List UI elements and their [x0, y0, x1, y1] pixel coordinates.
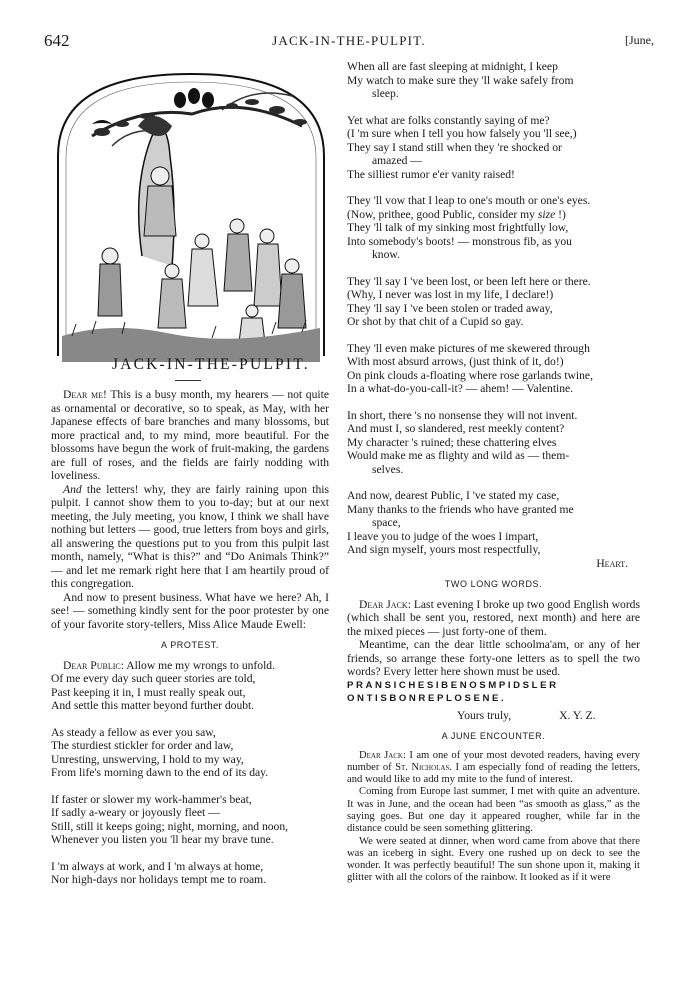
letters-lead: And — [63, 482, 82, 496]
two-words-lead: Dear Jack: — [359, 597, 411, 611]
poem-line: Of me every day such queer stories are told, — [51, 672, 256, 685]
stanza-break — [347, 476, 640, 489]
poem-line: The sturdiest stickler for order and law, — [51, 739, 234, 752]
poem-line: Or shot by that chit of a Cupid so gay. — [347, 315, 524, 328]
poem-line: (Why, I never was lost in my life, I declare!) — [347, 288, 554, 301]
letter-closing — [347, 709, 640, 723]
poem-line: sleep. — [372, 87, 399, 100]
two-words-question: Meantime, can the dear little schoolma'am, or any of her friends, so arrange these forty-one letters as to spell the two words? Every letter here shown must be used. — [347, 638, 640, 678]
poem-line: If faster or slower my work-hammer's beat, — [51, 792, 252, 806]
stanza-break — [347, 181, 640, 194]
stanza-break — [347, 101, 640, 114]
letters-text: the letters! why, they are fairly raining upon this pulpit. I cannot show them to you to-day; but at our next meeting, the July meeting, you know, I think we shall have nothing but letters — good, true letters from boys and girls, all answering the questions put to you from this pulpit last month, namely, “What is this?” and “Do Animals Think?” — and let me remark right here that I am heartily proud of this congregation. — [51, 482, 329, 590]
two-long-words-heading: TWO LONG WORDS. — [444, 579, 543, 589]
poem-line: And now, dearest Public, I 've stated my case, — [347, 489, 560, 502]
poem-line: With most absurd arrows, (just think of it, do!) — [347, 355, 564, 368]
engraving-image — [52, 66, 330, 384]
poem-line: As steady a fellow as ever you saw, — [51, 725, 216, 739]
poem-line: I leave you to judge of the woes I impart, — [347, 529, 539, 543]
poem-line: And sign myself, yours most respectfully, — [347, 543, 541, 556]
poem-line: From life's morning dawn to the end of its day. — [51, 766, 269, 779]
stanza-break — [347, 262, 640, 275]
intro-lead: Dear me! — [63, 388, 107, 401]
june-paragraph-3: We were seated at dinner, when word came from above that there was an iceberg in sight. Every one rushed up on deck to see the wonder. It was perfectly beautiful! The sun shone upon it, making it glitter with all the colors of the rainbow. It looked as if it were — [347, 835, 640, 884]
poem-line: And settle this matter beyond further doubt. — [51, 699, 255, 712]
stanza-break — [51, 847, 329, 860]
stanza-break — [347, 396, 640, 409]
poem-line — [347, 208, 640, 222]
poem-line: My character 's ruined; these chattering elves — [347, 435, 557, 449]
poem-emphasis: size — [537, 207, 556, 221]
poem-line: selves. — [372, 462, 404, 476]
poem-line: amazed — — [372, 154, 422, 167]
puzzle-letters-line-1: PRANSICHESIBENOSMPIDSLER — [347, 679, 559, 691]
illustration-caption: JACK-IN-THE-PULPIT. — [112, 356, 310, 373]
poem-line: They say I stand still when they 're shocked or — [347, 140, 562, 154]
june-lead: Dear Jack: — [359, 749, 406, 761]
poem-line: Into somebody's boots! — monstrous fib, as you — [347, 234, 572, 248]
magazine-name: St. Nicholas. — [395, 761, 453, 773]
protest-poem-continued — [347, 60, 640, 570]
poem-line: Whenever you listen you 'll hear my brave tune. — [51, 833, 274, 846]
intro-paragraph — [51, 388, 329, 483]
poem-line: In a what-do-you-call-it? — ahem! — Valentine. — [347, 382, 574, 395]
yours-truly: Yours truly, — [457, 708, 512, 722]
two-words-paragraph — [347, 598, 640, 639]
poem-line: Still, still it keeps going; night, morning, and noon, — [51, 819, 289, 833]
letter-signature: X. Y. Z. — [559, 708, 596, 722]
poem-salutation: Dear Public: — [63, 658, 124, 672]
poem-line-text: Allow me my wrongs to unfold. — [123, 658, 275, 672]
june-paragraph-2: Coming from Europe last summer, I met with quite an adventure. It was in June, and the ocean had been “as smooth as glass,” as the saying goes. But one day it appeared rougher, while far in the distance could be seen something glittering. — [347, 786, 640, 835]
month-label: [June, — [625, 33, 654, 47]
poem-signature: Heart. — [596, 556, 628, 570]
left-column — [51, 388, 329, 887]
poem-line: If sadly a-weary or joyously fleet — — [51, 806, 220, 819]
two-words-text: Last evening I broke up two good English words (which shall be sent you, restored, next month) and here are the mixed pieces — just forty-one of them. — [347, 597, 640, 638]
poem-line: My watch to make sure they 'll wake safely from — [347, 73, 574, 87]
june-paragraph-1 — [347, 750, 640, 787]
poem-line: space, — [372, 516, 401, 529]
stanza-break — [51, 713, 329, 726]
poem-line: I 'm always at work, and I 'm always at home, — [51, 859, 264, 873]
poem-line: In short, there 's no nonsense they will not invent. — [347, 408, 578, 422]
protest-poem — [51, 659, 329, 887]
poem-line: Past keeping it in, I must really speak out, — [51, 685, 246, 699]
june-text: I am one of your most devoted readers, having every number of — [347, 749, 640, 773]
poem-line: know. — [372, 248, 400, 261]
right-column — [347, 60, 640, 885]
intro-text: This is a busy month, my hearers — not quite as ornamental or decorative, so to speak, as May, with her Japanese effects of bare branches and many blossoms, but more practical and, to my mind, more beautiful. For the blossoms have begun the work of fruit-making, the gardens are full of roses, and the fields are fairly nodding with loveliness. — [51, 388, 329, 482]
june-encounter-letter — [347, 750, 640, 885]
poem-line: The silliest rumor e'er vanity raised! — [347, 167, 515, 181]
poem-line: Yet what are folks constantly saying of me? — [347, 113, 550, 127]
poem-line-text: !) — [555, 207, 566, 221]
business-paragraph: And now to present business. What have we here? Ah, I see! — something kindly sent for the poor protester by one of your favorite story-tellers, Miss Alice Maude Ewell: — [51, 590, 329, 631]
poem-line: They 'll even make pictures of me skewered through — [347, 341, 590, 355]
poem-line: They 'll say I 've been lost, or been left here or there. — [347, 274, 591, 288]
poem-line-text: (Now, prithee, good Public, consider my — [347, 207, 538, 221]
poem-line — [51, 659, 329, 673]
puzzle-letters-line-2: ONTISBONREPLOSENE. — [347, 692, 507, 704]
poem-line: They 'll say I 've been stolen or traded away, — [347, 301, 553, 315]
letters-paragraph — [51, 483, 329, 591]
jack-in-the-pulpit-illustration — [52, 66, 330, 384]
june-encounter-heading: A JUNE ENCOUNTER. — [441, 731, 546, 741]
poem-line: Unresting, unswerving, I hold to my way, — [51, 752, 244, 766]
poem-line: And must I, so slandered, rest meekly content? — [347, 422, 565, 435]
poem-line: Would make me as flighty and wild as — them- — [347, 449, 570, 462]
june-text: I am especially fond of reading the letters, and would like to add my mite to the fund of interest. — [347, 761, 641, 786]
protest-heading: A PROTEST. — [160, 640, 219, 650]
page-header — [44, 31, 654, 51]
poem-line: (I 'm sure when I tell you how falsely you 'll see,) — [347, 127, 577, 140]
poem-line: They 'll talk of my sinking most frightfully low, — [347, 221, 569, 234]
poem-line: On pink clouds a-floating where rose garlands twine, — [347, 368, 593, 382]
running-title: JACK-IN-THE-PULPIT. — [272, 33, 426, 48]
stanza-break — [51, 780, 329, 793]
poem-line: Nor high-days nor holidays tempt me to roam. — [51, 873, 267, 886]
poem-line: When all are fast sleeping at midnight, I keep — [347, 60, 558, 73]
stanza-break — [347, 329, 640, 342]
poem-line: They 'll vow that I leap to one's mouth or one's eyes. — [347, 194, 591, 207]
page-number: 642 — [44, 31, 70, 50]
title-rule — [175, 380, 201, 381]
poem-line: Many thanks to the friends who have granted me — [347, 502, 574, 516]
